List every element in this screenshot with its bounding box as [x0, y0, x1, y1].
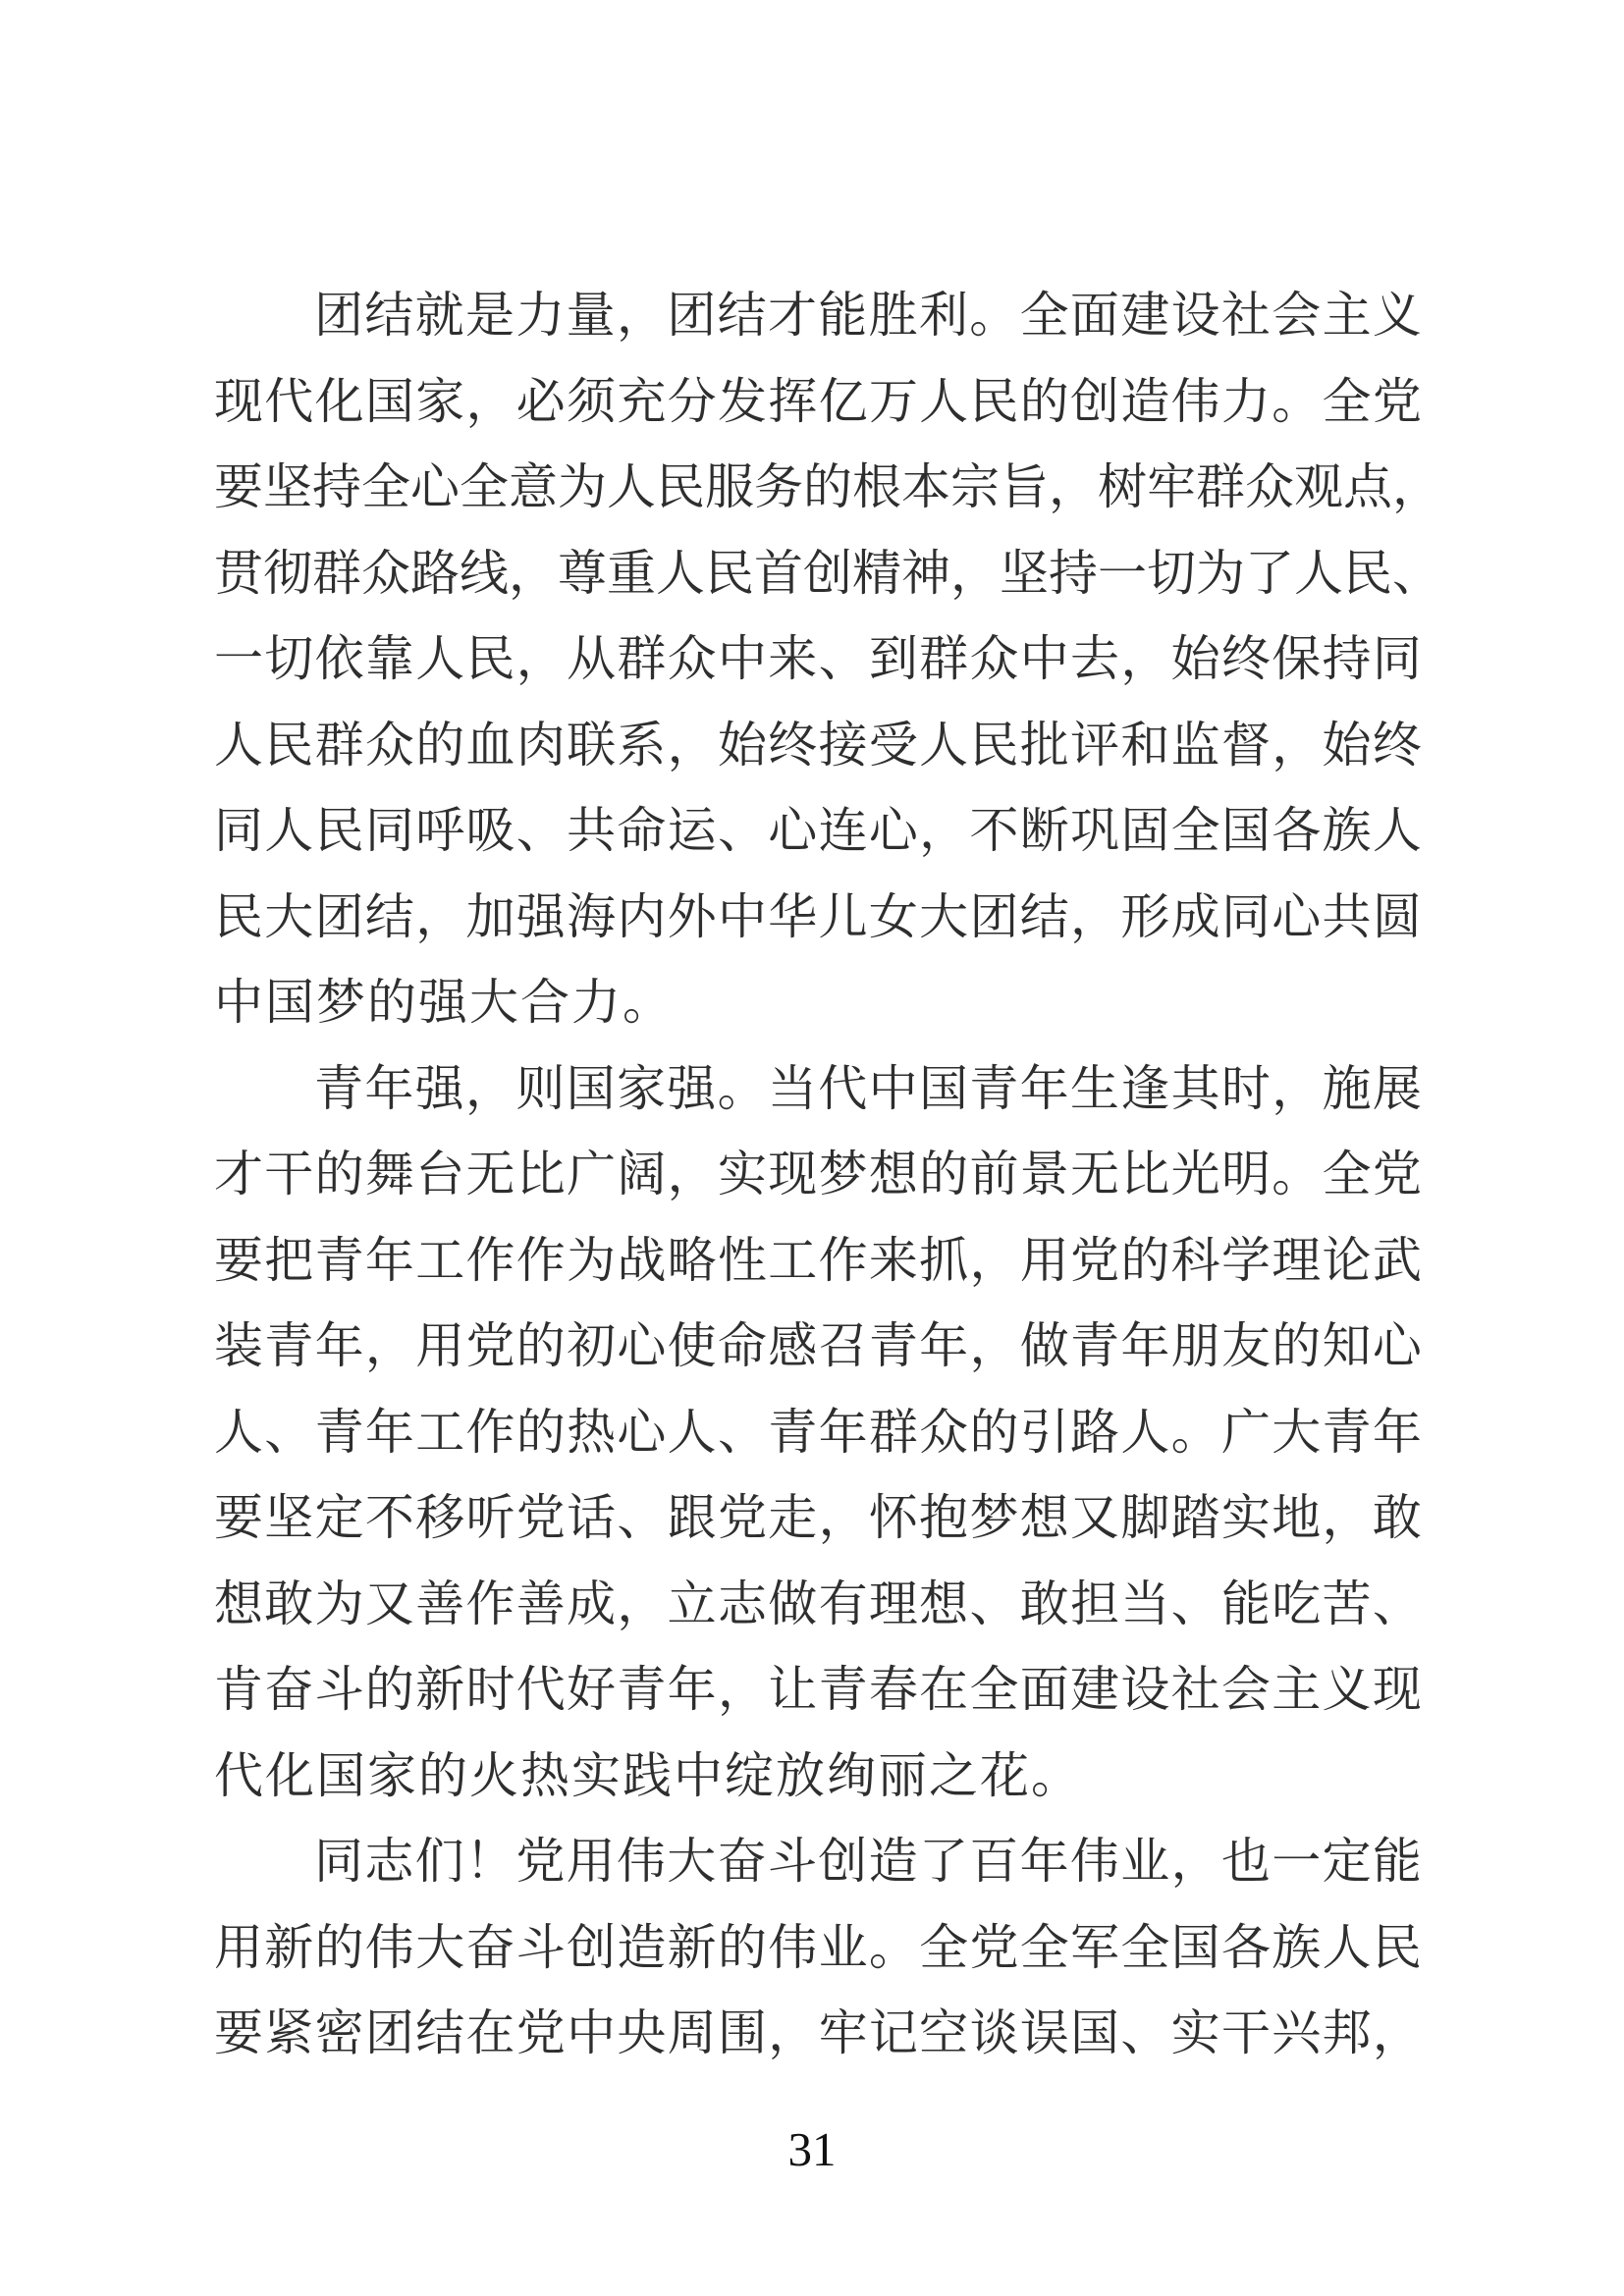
text-block: [214, 273, 1441, 2077]
page-number: 31: [787, 2122, 837, 2176]
text-line: 要 紧 密 团 结 在 党 中 央 周 围 ， 牢 记 空 谈 误 国 、 实 干 兴 邦 ，: [214, 2005, 1422, 2060]
text-line: 民 大 团 结 ， 加 强 海 内 外 中 华 儿 女 大 团 结 ， 形 成 同 心 共 圆: [214, 888, 1422, 944]
text-line: 人 民 群 众 的 血 肉 联 系 ， 始 终 接 受 人 民 批 评 和 监 督 ， 始 终: [214, 717, 1422, 773]
text-line: 同 人 民 同 呼 吸 、 共 命 运 、 心 连 心 ， 不 断 巩 固 全 国 各 族 人: [214, 803, 1422, 858]
text-line: 装 青 年 ， 用 党 的 初 心 使 命 感 召 青 年 ， 做 青 年 朋 友 的 知 心: [214, 1318, 1422, 1373]
text-line: 团 结 就 是 力 量 ， 团 结 才 能 胜 利 。 全 面 建 设 社 会 主 义: [314, 288, 1422, 343]
text-line: 人 、 青 年 工 作 的 热 心 人 、 青 年 群 众 的 引 路 人 。 广 大 青 年: [214, 1404, 1422, 1460]
text-line: 现 代 化 国 家 ， 必 须 充 分 发 挥 亿 万 人 民 的 创 造 伟 力 。 全 党: [214, 373, 1422, 429]
text-line: 青 年 强 ， 则 国 家 强 。 当 代 中 国 青 年 生 逢 其 时 ， 施 展: [314, 1060, 1422, 1116]
text-line: 一 切 依 靠 人 民 ， 从 群 众 中 来 、 到 群 众 中 去 ， 始 终 保 持 同: [214, 631, 1422, 686]
text-line: 肯 奋 斗 的 新 时 代 好 青 年 ， 让 青 春 在 全 面 建 设 社 会 主 义 现: [214, 1662, 1422, 1717]
text-line: 代化国家的火热实践中绽放绚丽之花。: [214, 1747, 1082, 1803]
text-line: 才 干 的 舞 台 无 比 广 阔 ， 实 现 梦 想 的 前 景 无 比 光 明 。 全 党: [214, 1147, 1422, 1201]
text-line: 要 坚 持 全 心 全 意 为 人 民 服 务 的 根 本 宗 旨 ， 树 牢 群 众 观 点 ，: [214, 459, 1441, 514]
text-line: 中国梦的强大合力。: [214, 975, 674, 1030]
text-line: 用 新 的 伟 大 奋 斗 创 造 新 的 伟 业 。 全 党 全 军 全 国 各 族 人 民: [214, 1919, 1422, 1975]
text-line: 要 把 青 年 工 作 作 为 战 略 性 工 作 来 抓 ， 用 党 的 科 学 理 论 武: [214, 1232, 1422, 1288]
text-line: 要 坚 定 不 移 听 党 话 、 跟 党 走 ， 怀 抱 梦 想 又 脚 踏 实 地 ， 敢: [214, 1490, 1422, 1545]
text-line: 想 敢 为 又 善 作 善 成 ， 立 志 做 有 理 想 、 敢 担 当 、 能 吃 苦 、: [214, 1575, 1422, 1631]
text-line: 贯 彻 群 众 路 线 ， 尊 重 人 民 首 创 精 神 ， 坚 持 一 切 为 了 人 民 、: [214, 545, 1441, 601]
text-line: 同 志 们 ！ 党 用 伟 大 奋 斗 创 造 了 百 年 伟 业 ， 也 一 定 能: [314, 1834, 1422, 1889]
